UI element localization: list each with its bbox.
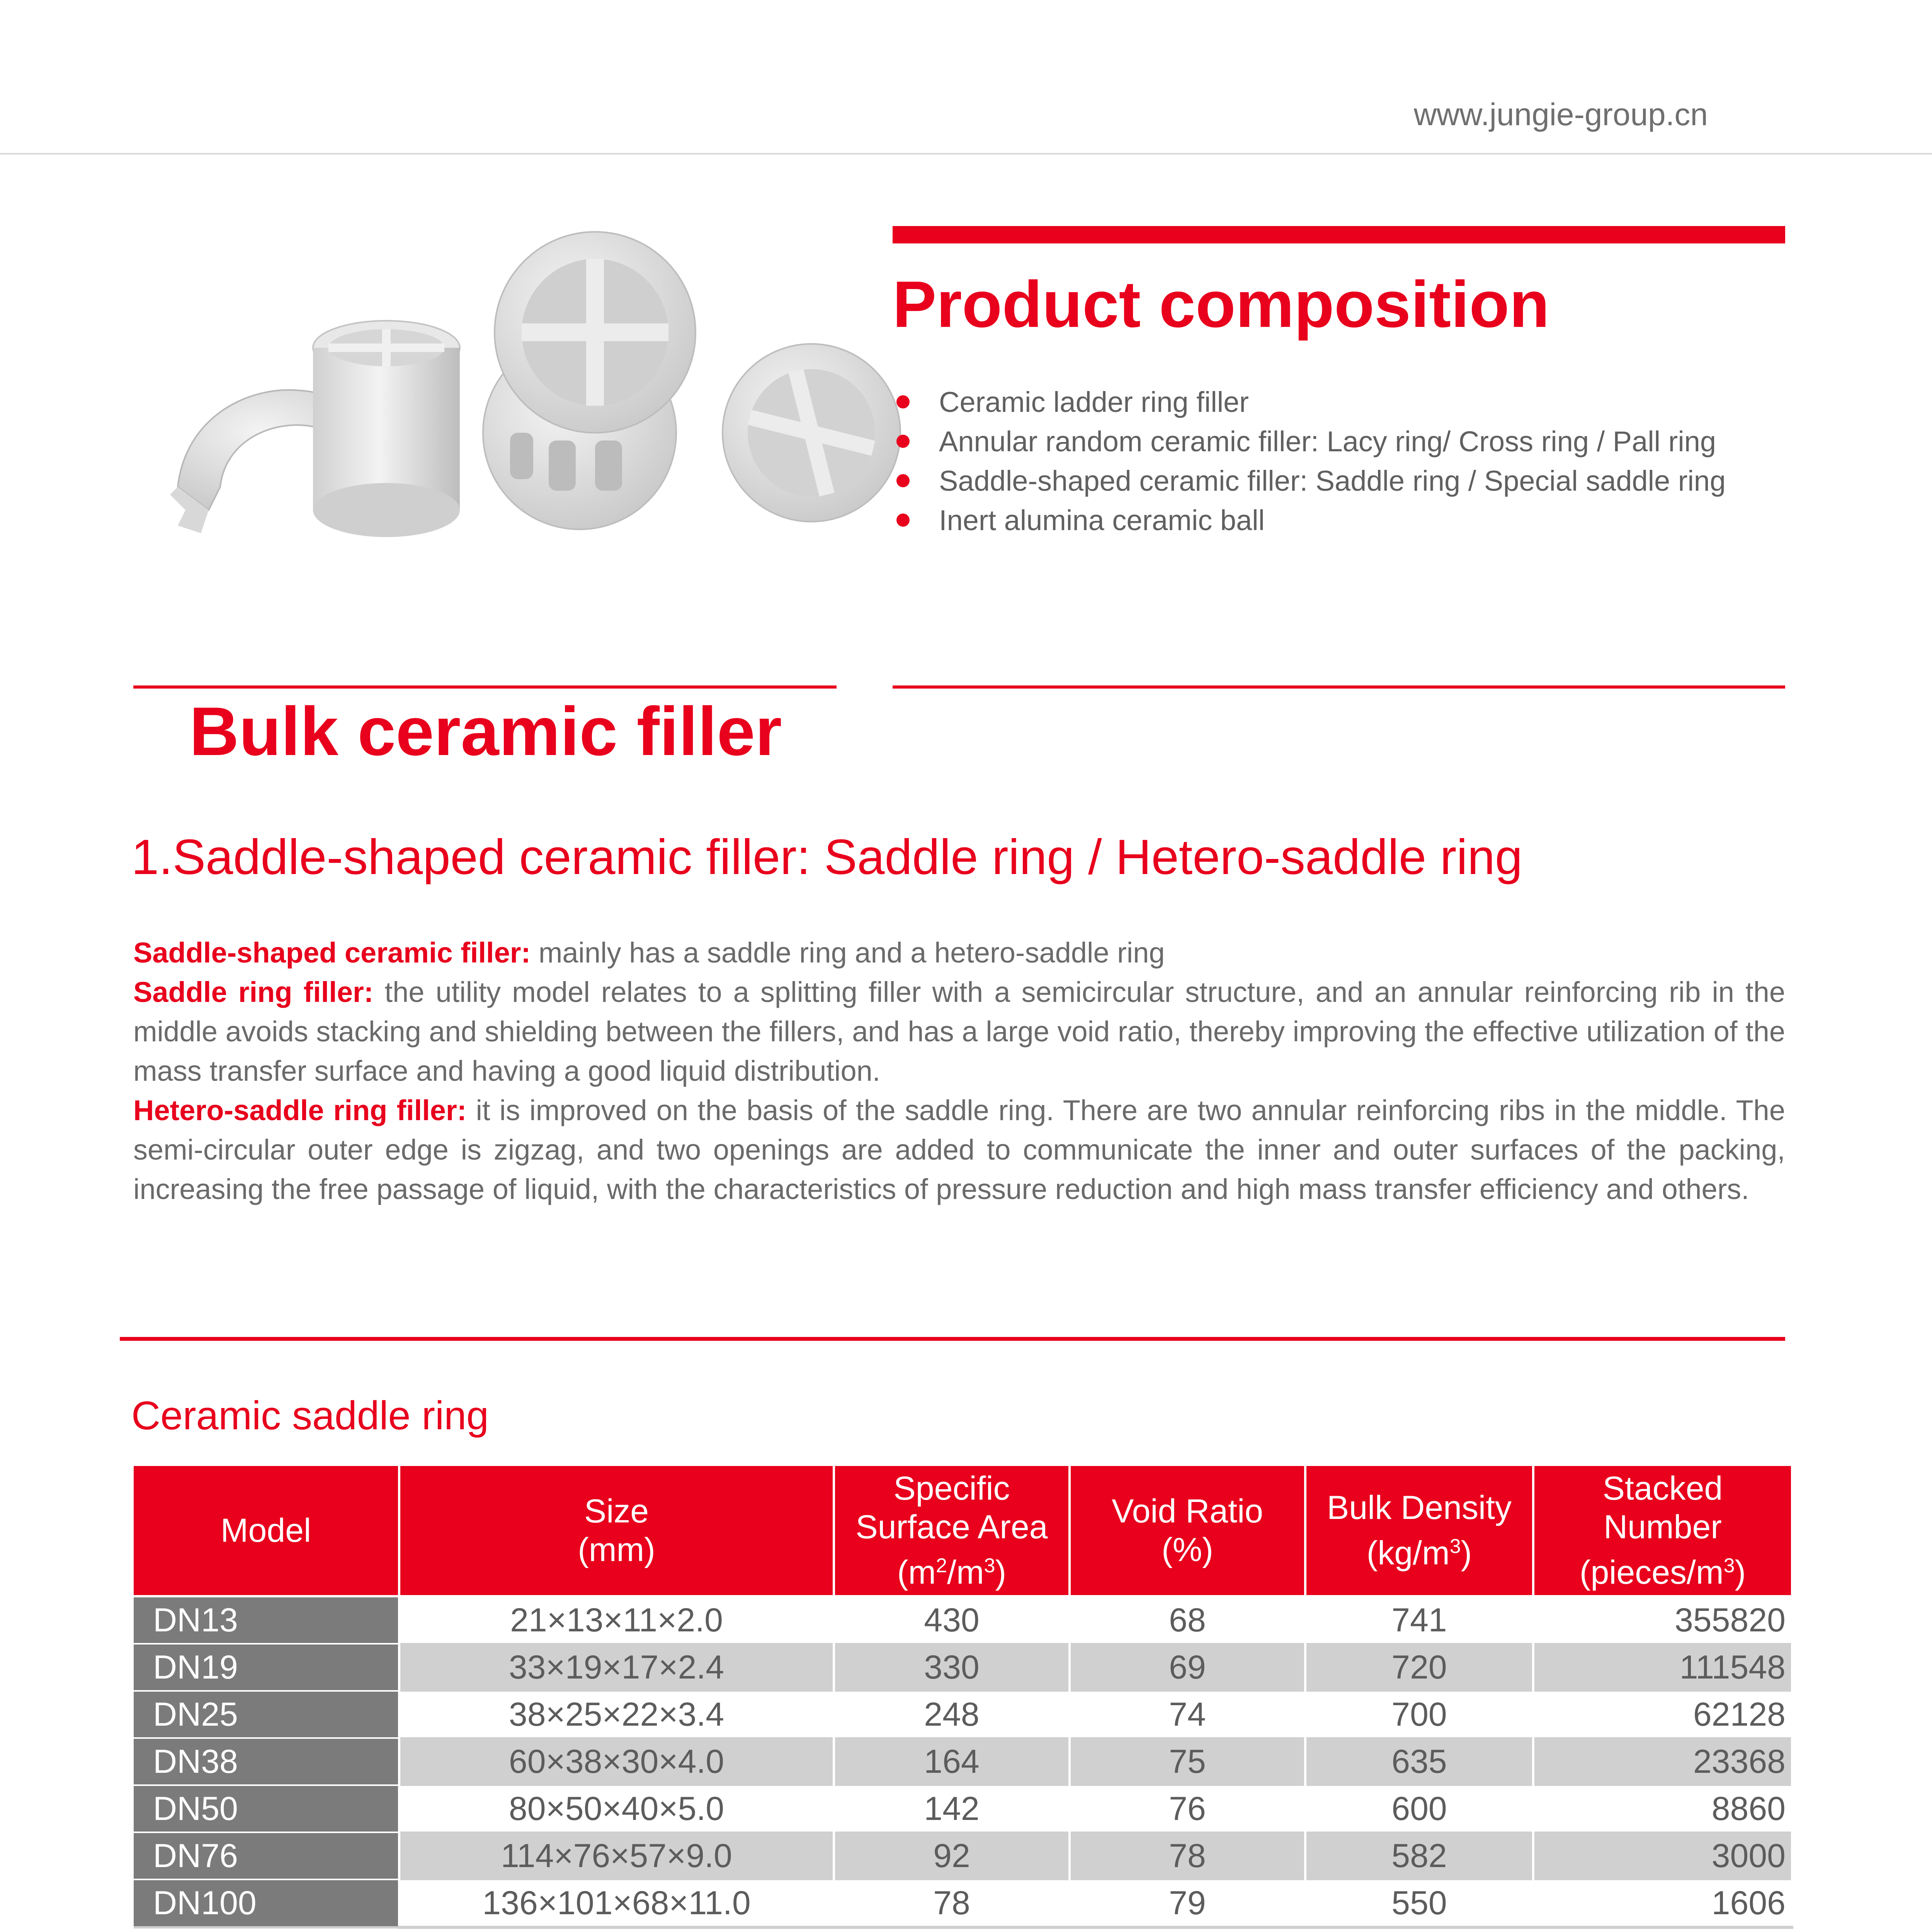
table-row <box>133 1879 1792 1927</box>
surface-area-cell: 248 <box>834 1691 1070 1738</box>
model-cell: DN100 <box>133 1879 399 1927</box>
list-item <box>896 461 1726 501</box>
table-row <box>133 1785 1792 1832</box>
paragraph-body: mainly has a saddle ring and a hetero-saddle ring <box>531 937 1165 969</box>
list-item-text: Saddle-shaped ceramic filler: Saddle ring / Special saddle ring <box>939 465 1726 497</box>
stacked-number-cell: 111548 <box>1533 1644 1792 1691</box>
table-row <box>133 1596 1792 1644</box>
col-header-surface-area: Specific Surface Area $(m^2/m^3)$ <box>834 1465 1070 1596</box>
bulk-density-cell: 550 <box>1305 1879 1533 1927</box>
saddle-ring-table <box>131 1464 1793 1929</box>
paragraph <box>133 1091 1785 1209</box>
model-cell: DN76 <box>133 1832 399 1879</box>
composition-title: Product composition <box>893 268 1549 341</box>
section-rule-left <box>133 685 837 689</box>
table-row <box>133 1738 1792 1785</box>
header-divider <box>0 153 1932 155</box>
section-subtitle: 1.Saddle-shaped ceramic filler: Saddle ring / Hetero-saddle ring <box>131 830 1523 885</box>
section-rule-right <box>893 685 1785 689</box>
size-cell: 60×38×30×4.0 <box>399 1738 834 1785</box>
void-ratio-cell: 68 <box>1070 1596 1305 1644</box>
paragraph <box>133 933 1785 973</box>
table-row <box>133 1644 1792 1691</box>
table-row <box>133 1832 1792 1879</box>
surface-area-cell: 330 <box>834 1644 1070 1691</box>
list-item-text: Ceramic ladder ring filler <box>939 386 1249 418</box>
size-cell: 114×76×57×9.0 <box>399 1832 834 1879</box>
paragraph-label: Hetero-saddle ring filler: <box>133 1094 467 1126</box>
stacked-number-cell: 62128 <box>1533 1691 1792 1738</box>
void-ratio-cell: 74 <box>1070 1691 1305 1738</box>
table-row <box>133 1691 1792 1738</box>
surface-area-cell: 78 <box>834 1879 1070 1927</box>
bulk-density-cell: 700 <box>1305 1691 1533 1738</box>
ceramic-filler-photo <box>170 216 904 603</box>
col-header-void-ratio: Void Ratio (%) <box>1070 1465 1305 1596</box>
surface-area-cell: 164 <box>834 1738 1070 1785</box>
bulk-density-cell: 600 <box>1305 1785 1533 1832</box>
void-ratio-cell: 79 <box>1070 1879 1305 1927</box>
model-cell: DN13 <box>133 1596 399 1644</box>
surface-area-cell: 142 <box>834 1785 1070 1832</box>
bulk-density-cell: 582 <box>1305 1832 1533 1879</box>
stacked-number-cell: 1606 <box>1533 1879 1792 1927</box>
model-cell: DN19 <box>133 1644 399 1691</box>
model-cell: DN38 <box>133 1738 399 1785</box>
size-cell: 80×50×40×5.0 <box>399 1785 834 1832</box>
bulk-density-cell: 741 <box>1305 1596 1533 1644</box>
list-item <box>896 383 1726 422</box>
col-header-model: Model <box>133 1465 399 1596</box>
list-item-text: Inert alumina ceramic ball <box>939 504 1265 536</box>
stacked-number-cell: 23368 <box>1533 1738 1792 1785</box>
paragraph <box>133 973 1785 1091</box>
void-ratio-cell: 75 <box>1070 1738 1305 1785</box>
stacked-number-cell: 355820 <box>1533 1596 1792 1644</box>
size-cell: 21×13×11×2.0 <box>399 1596 834 1644</box>
list-item <box>896 422 1726 461</box>
surface-area-cell: 430 <box>834 1596 1070 1644</box>
size-cell: 38×25×22×3.4 <box>399 1691 834 1738</box>
bullet-icon <box>896 474 910 487</box>
list-item <box>896 501 1726 540</box>
bullet-icon <box>896 514 910 527</box>
bullet-icon <box>896 395 910 408</box>
composition-list <box>896 383 1726 540</box>
stacked-number-cell: 3000 <box>1533 1832 1792 1879</box>
col-header-bulk-density: Bulk Density $(kg/m^3)$ <box>1305 1465 1533 1596</box>
paragraph-body: it is improved on the basis of the saddle ring. There are two annular reinforcing ribs in the middle. The semi-circular outer edge is zigzag, and two openings are added to communicate the inner and outer surfaces of the packing, increasing the free passage of liquid, with the characteristics of pressure reduction and high mass transfer efficiency and others. <box>133 1094 1785 1205</box>
paragraph-label: Saddle-shaped ceramic filler: <box>133 937 531 969</box>
stacked-number-cell: 8860 <box>1533 1785 1792 1832</box>
paragraph-body: the utility model relates to a splitting filler with a semicircular structure, and an annular reinforcing rib in the middle avoids stacking and shielding between the fillers, and has a large void ratio, thereby improving the effective utilization of the mass transfer surface and having a good liquid distribution. <box>133 976 1785 1087</box>
table-section-rule <box>120 1337 1785 1341</box>
size-cell: 136×101×68×11.0 <box>399 1879 834 1927</box>
bullet-icon <box>896 435 910 448</box>
size-cell: 33×19×17×2.4 <box>399 1644 834 1691</box>
list-item-text: Annular random ceramic filler: Lacy ring/ Cross ring / Pall ring <box>939 425 1716 457</box>
void-ratio-cell: 76 <box>1070 1785 1305 1832</box>
bulk-density-cell: 720 <box>1305 1644 1533 1691</box>
site-url[interactable]: www.jungie-group.cn <box>1413 97 1708 132</box>
description-text <box>133 933 1785 1209</box>
void-ratio-cell: 78 <box>1070 1832 1305 1879</box>
model-cell: DN25 <box>133 1691 399 1738</box>
void-ratio-cell: 69 <box>1070 1644 1305 1691</box>
col-header-size: Size (mm) <box>399 1465 834 1596</box>
paragraph-label: Saddle ring filler: <box>133 976 374 1008</box>
model-cell: DN50 <box>133 1785 399 1832</box>
col-header-stacked-number: Stacked Number $(pieces/m^3)$ <box>1533 1465 1792 1596</box>
section-title: Bulk ceramic filler <box>189 693 782 770</box>
composition-accent-bar <box>893 226 1785 243</box>
surface-area-cell: 92 <box>834 1832 1070 1879</box>
bulk-density-cell: 635 <box>1305 1738 1533 1785</box>
saddle-table-caption: Ceramic saddle ring <box>131 1393 489 1438</box>
